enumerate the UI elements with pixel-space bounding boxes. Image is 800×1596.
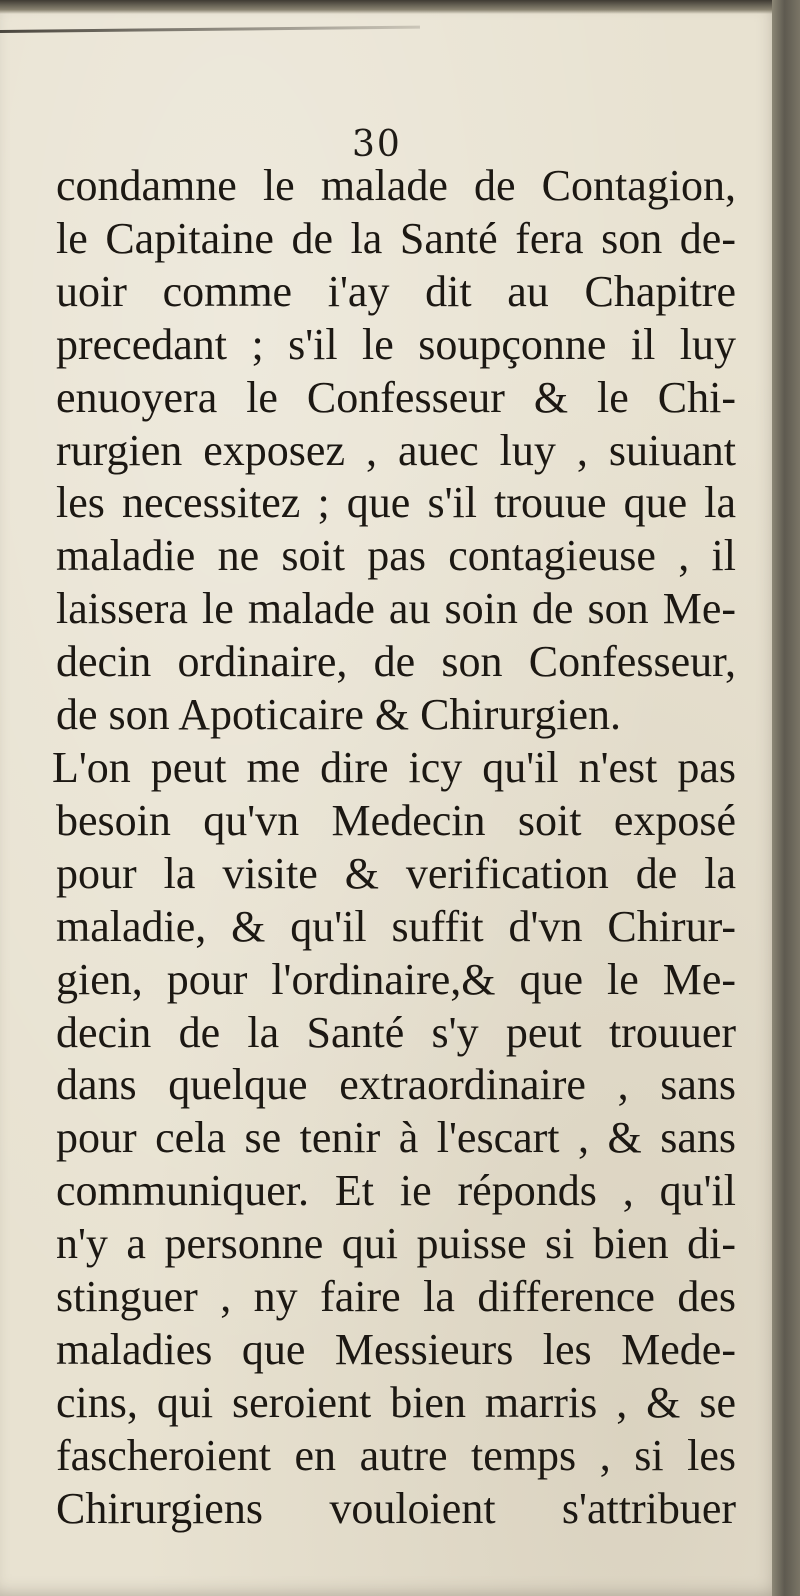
- text-line: gien, pour l'ordinaire,& que le Me-: [56, 954, 736, 1004]
- text-line: uoir comme i'ay dit au Chapitre: [56, 266, 736, 316]
- text-line: n'y a personne qui puisse si bien di-: [56, 1219, 736, 1269]
- text-line: besoin qu'vn Medecin soit exposé: [56, 795, 736, 845]
- text-line: decin ordinaire, de son Confesseur,: [56, 637, 736, 687]
- text-line: enuoyera le Confesseur & le Chi-: [56, 372, 736, 422]
- top-rule-line: [0, 26, 420, 33]
- text-line: decin de la Santé s'y peut trouuer: [56, 1007, 736, 1057]
- text-line: laissera le malade au soin de son Me-: [56, 584, 736, 634]
- text-line: stinguer , ny faire la difference des: [56, 1272, 736, 1322]
- text-line: pour la visite & verification de la: [56, 848, 736, 898]
- text-line: cins, qui seroient bien marris , & se: [56, 1377, 736, 1427]
- text-line: communiquer. Et ie réponds , qu'il: [56, 1166, 736, 1216]
- text-line: L'on peut me dire icy qu'il n'est pas: [52, 742, 736, 792]
- text-line: pour cela se tenir à l'escart , & sans: [56, 1113, 736, 1163]
- page-top-edge: [0, 0, 786, 14]
- text-line: le Capitaine de la Santé fera son de-: [56, 213, 736, 263]
- text-line: maladie, & qu'il suffit d'vn Chirur-: [56, 901, 736, 951]
- text-line: les necessitez ; que s'il trouue que la: [56, 478, 736, 528]
- text-line: precedant ; s'il le soupçonne il luy: [56, 319, 736, 369]
- text-line: condamne le malade de Contagion,: [56, 161, 736, 210]
- text-line: maladie ne soit pas contagieuse , il: [56, 531, 736, 581]
- text-line: Chirurgiens vouloient s'attribuer: [56, 1483, 736, 1533]
- text-line: de son Apoticaire & Chirurgien.: [56, 690, 621, 740]
- text-line: maladies que Messieurs les Mede-: [56, 1324, 736, 1374]
- page-number: 30: [352, 124, 402, 165]
- text-line: dans quelque extraordinaire , sans: [56, 1060, 736, 1110]
- text-line: rurgien exposez , auec luy , suiuant: [56, 425, 736, 475]
- body-text: [52, 160, 736, 1536]
- text-line: fascheroient en autre temps , si les: [56, 1430, 736, 1480]
- binding-edge: [772, 0, 800, 1596]
